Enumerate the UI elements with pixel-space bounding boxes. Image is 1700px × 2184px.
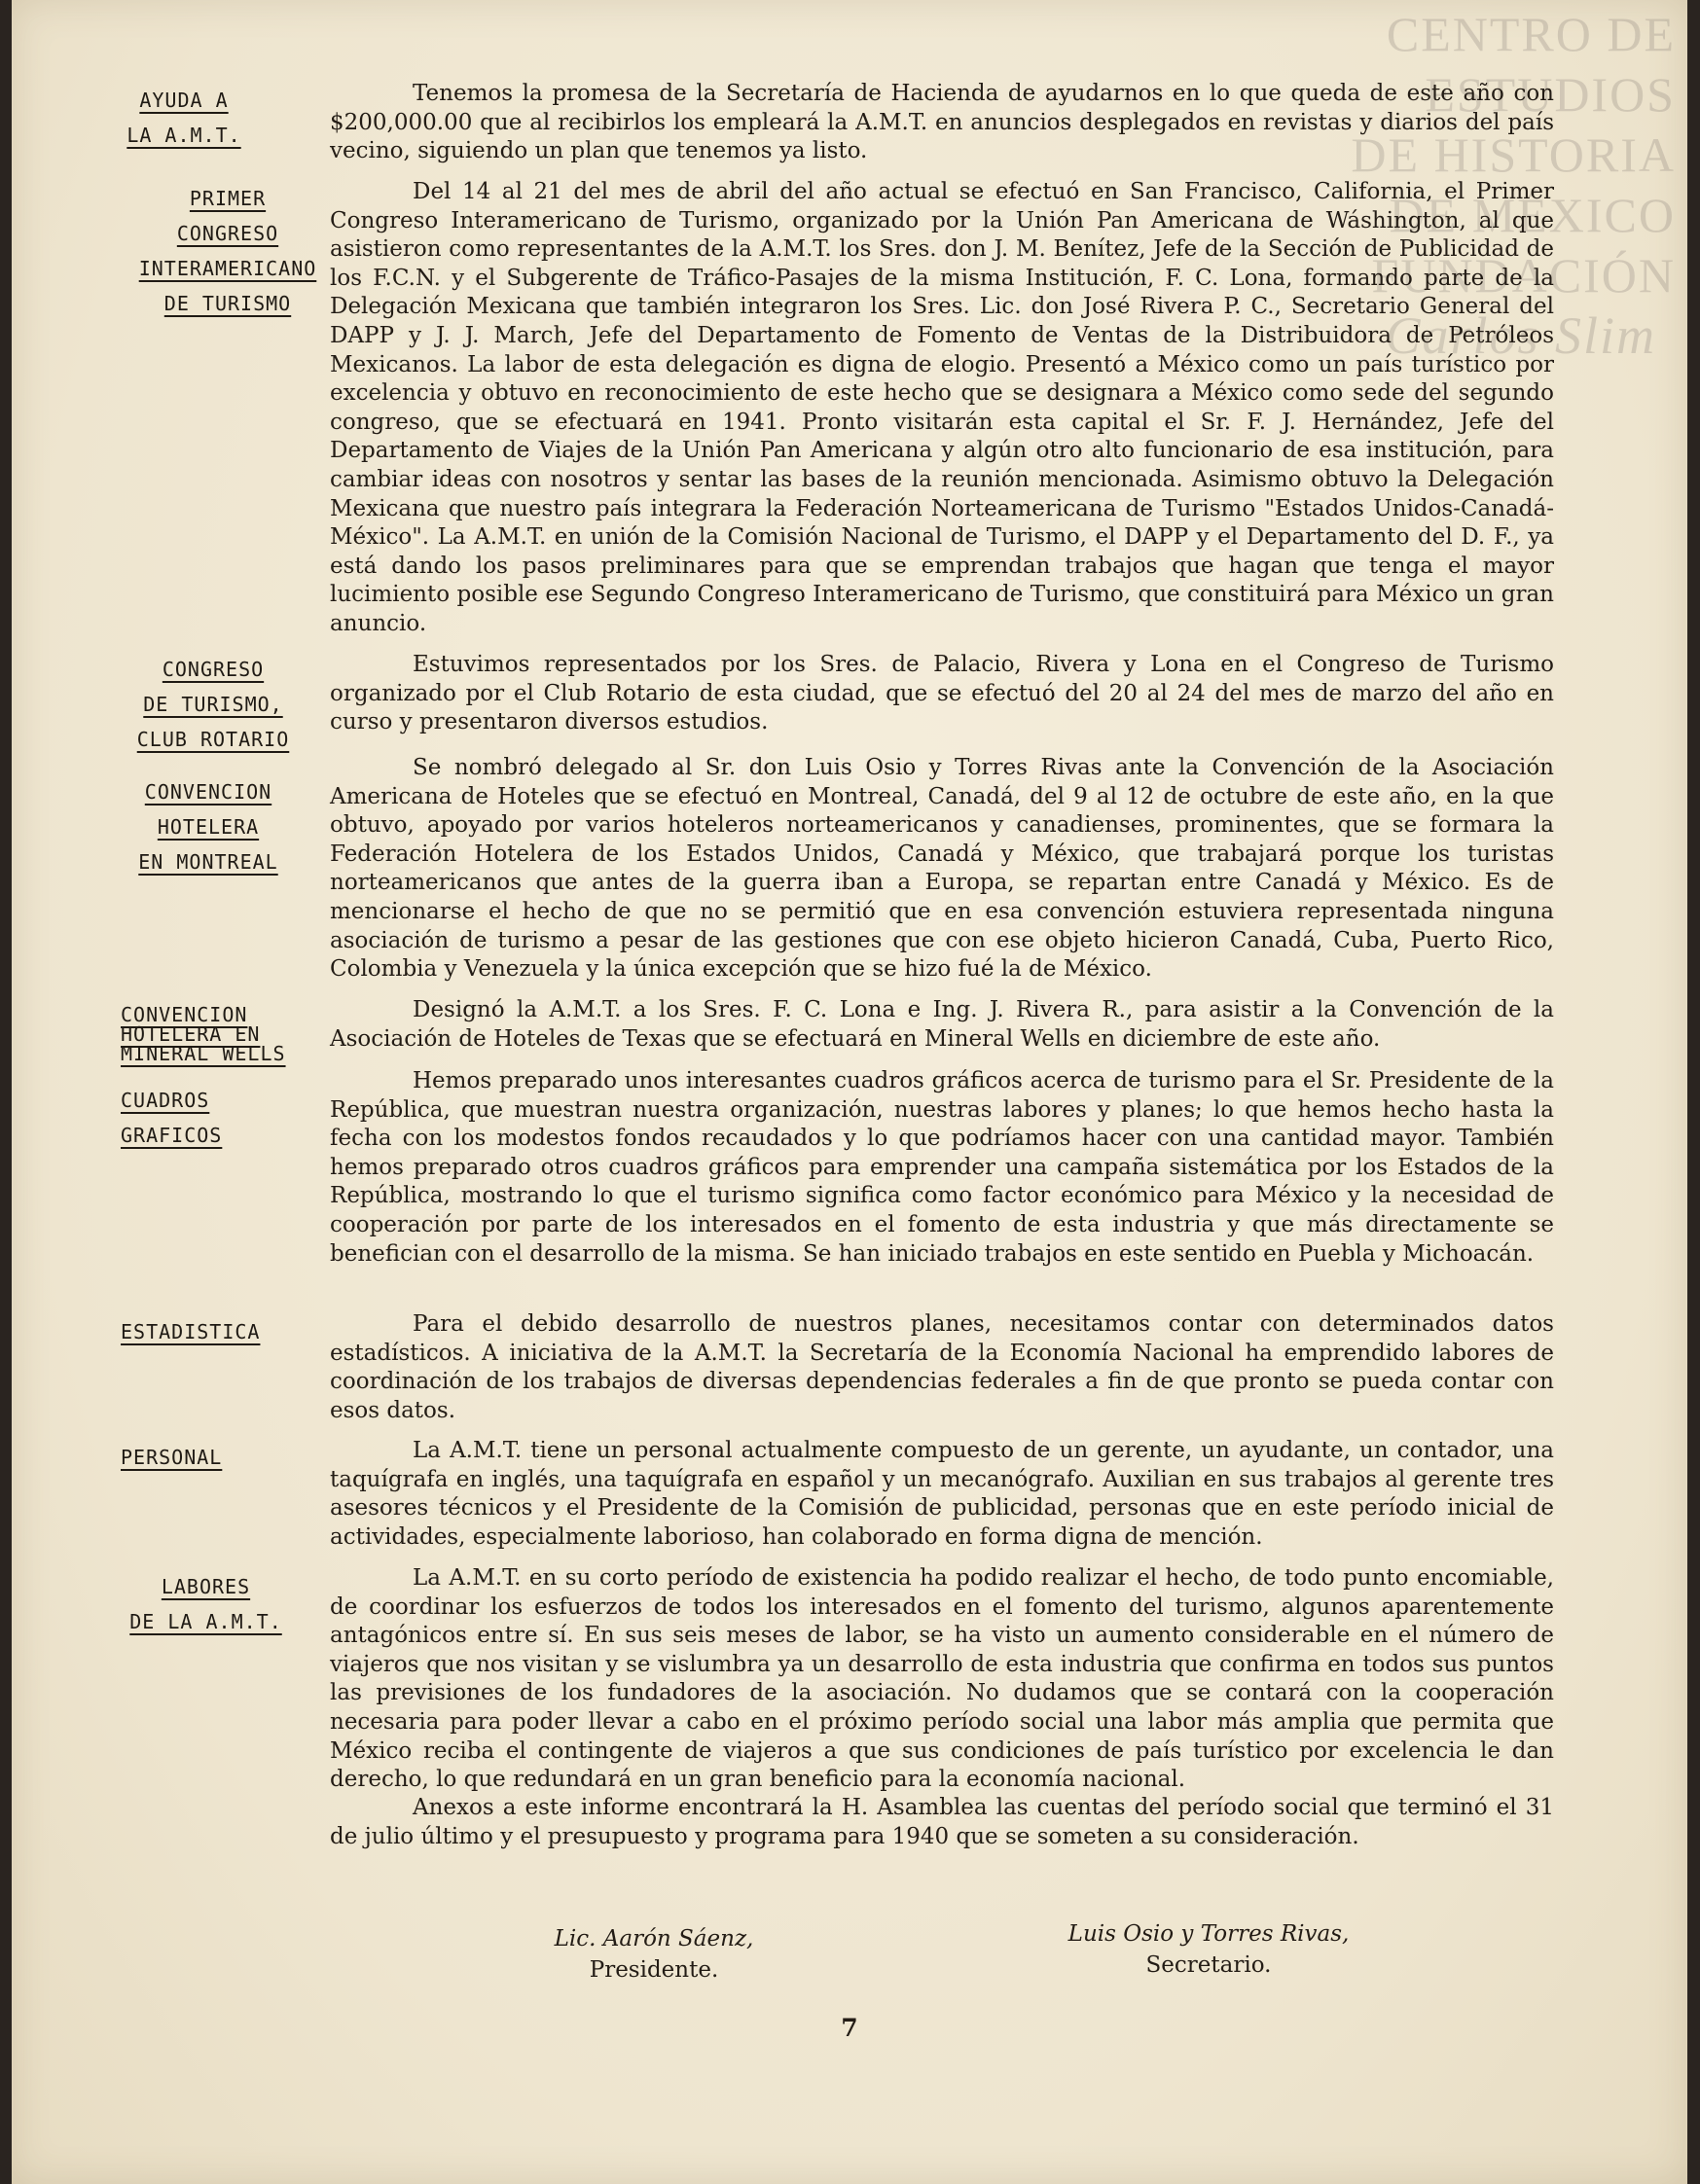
side-heading-estadistica [121, 1320, 296, 1343]
side-heading-mineral-wells [121, 1005, 315, 1063]
signature-role: Secretario. [1145, 1952, 1272, 1978]
watermark-signature: Carlos Slim [1385, 306, 1656, 365]
side-heading-line: LABORES [161, 1575, 251, 1598]
side-heading-line: CLUB ROTARIO [136, 728, 290, 751]
signature-role: Presidente. [589, 1957, 719, 1983]
side-heading-line: HOTELERA EN [121, 1022, 261, 1046]
paragraph-estadistica: Para el debido desarrollo de nuestros planes, necesitamos contar con determinados datos estadísticos. A iniciativa de la A.M.T. la Secretaría de la Economía Nacional ha emprendido labores de coordinación de los trabajos de diversas dependencias federales a fin de que pronto se pueda contar con esos datos. [330, 1311, 1554, 1423]
watermark-line: ESTUDIOS [1425, 67, 1676, 122]
paragraph-montreal: Se nombró delegado al Sr. don Luis Osio y Torres Rivas ante la Convención de la Asociación Americana de Hoteles que se efectuó en Montreal, Canadá, del 9 al 12 de octubre de este año, en la que obtuvo, apoyado por varios hoteleros norteamericanos y canadienses, prominentes, que se formara la Federación Hotelera de los Estados Unidos, Canadá y México, que trabajará porque los turistas norteamericanos que antes de la guerra iban a Europa, se repartan entre Canadá y México. Es de mencionarse el hecho de que no se permitió que en esa convención estuviera representada ninguna asociación de turismo a pesar de las gestiones que con ese objeto hicieron Canadá, Cuba, Puerto Rico, Colombia y Venezuela y la única excepción que se hizo fué la de México. [330, 755, 1554, 983]
side-heading-line: GRAFICOS [121, 1124, 223, 1147]
side-heading-line: EN MONTREAL [138, 850, 278, 874]
side-heading-line: CONGRESO [162, 658, 265, 681]
paragraph-mineral-wells: Designó la A.M.T. a los Sres. F. C. Lona e Ing. J. Rivera R., para asistir a la Convención de la Asociación de Hoteles de Texas que se efectuará en Mineral Wells en diciembre de este año. [330, 997, 1554, 1052]
watermark-line: DE HISTORIA [1351, 127, 1676, 182]
paragraph-cuadros: Hemos preparado unos interesantes cuadros gráficos acerca de turismo para el Sr. Presidente de la República, que muestran nuestra organización, nuestras labores y planes; lo que hemos hecho hasta la fecha con los modestos fondos recaudados y lo que podríamos hacer con una cantidad mayor. También hemos preparado otros cuadros gráficos para emprender una campaña sistemática por los Estados de la República, mostrando lo que el turismo significa como factor económico para México y la necesidad de cooperación por parte de los interesados en el fomento de esta industria y que más directamente se benefician con el desarrollo de la misma. Se han iniciado trabajos en este sentido en Puebla y Michoacán. [330, 1068, 1554, 1267]
document-page [12, 0, 1687, 2184]
side-heading-line: PERSONAL [121, 1446, 223, 1469]
side-heading-line: INTERAMERICANO [138, 257, 317, 280]
side-heading-line: CONGRESO [176, 222, 279, 245]
side-heading-club-rotario [121, 652, 306, 757]
side-heading-line: LA A.M.T. [127, 124, 241, 147]
paragraph-labores: La A.M.T. en su corto período de existencia ha podido realizar el hecho, de todo punto encomiable, de coordinar los esfuerzos de todos los interesados en el fomento del turismo, algunos aparentemente antagónicos entre sí. En sus seis meses de labor, se ha visto un aumento considerable en el número de viajeros que nos visitan y se vislumbra ya un desarrollo de esta industria que confirma en todos sus puntos las previsiones de los fundadores de la asociación. No dudamos que se contará con la cooperación necesaria para poder llevar a cabo en el próximo período social una labor más amplia que permita que México reciba el contingente de viajeros a que sus condiciones de país turístico por excelencia le dan derecho, lo que redundará en un gran beneficio para la economía nacional. [330, 1565, 1554, 1793]
signature-name: Luis Osio y Torres Rivas, [1067, 1921, 1350, 1947]
side-heading-line: DE TURISMO, [143, 693, 283, 716]
page-number: 7 [841, 2014, 858, 2042]
paragraph-personal: La A.M.T. tiene un personal actualmente compuesto de un gerente, un ayudante, un contador, una taquígrafa en inglés, una taquígrafa en español y un mecanógrafo. Auxilian en sus trabajos al gerente tres asesores técnicos y el Presidente de la Comisión de publicidad, personas que en este período inicial de actividades, especialmente laborioso, han colaborado en forma digna de mención. [330, 1438, 1554, 1550]
side-heading-cuadros [121, 1083, 276, 1153]
side-heading-labores [121, 1569, 291, 1639]
side-heading-line: HOTELERA [157, 815, 260, 839]
signature-secretario [1043, 1918, 1374, 1981]
paragraph-ayuda: Tenemos la promesa de la Secretaría de Hacienda de ayudarnos en lo que queda de este año con $200,000.00 que al recibirlos los empleará la A.M.T. en anuncios desplegados en revistas y diarios del país vecino, siguiendo un plan que tenemos ya listo. [330, 81, 1554, 164]
signature-name: Lic. Aarón Sáenz, [554, 1926, 754, 1951]
side-heading-line: CONVENCION [121, 1003, 248, 1026]
side-heading-ayuda [121, 83, 247, 153]
side-heading-line: ESTADISTICA [121, 1320, 261, 1343]
signature-presidente [508, 1923, 800, 1986]
side-heading-line: DE TURISMO [163, 292, 292, 315]
watermark-line: CENTRO DE [1386, 7, 1676, 61]
side-heading-primer-congreso [121, 181, 335, 321]
side-heading-line: PRIMER [189, 187, 267, 210]
paragraph-anexos: Anexos a este informe encontrará la H. Asamblea las cuentas del período social que terminó el 31 de julio último y el presupuesto y programa para 1940 que se someten a su consideración. [330, 1795, 1554, 1849]
side-heading-personal [121, 1446, 296, 1469]
watermark-line: DE MÉXICO [1389, 188, 1676, 242]
side-heading-montreal [121, 774, 296, 879]
paragraph-club-rotario: Estuvimos representados por los Sres. de Palacio, Rivera y Lona en el Congreso de Turismo organizado por el Club Rotario de esta ciudad, que se efectuó del 20 al 24 del mes de marzo del año en curso y presentaron diversos estudios. [330, 652, 1554, 735]
paragraph-primer-congreso: Del 14 al 21 del mes de abril del año actual se efectuó en San Francisco, California, el Primer Congreso Interamericano de Turismo, organizado por la Unión Pan Americana de Wáshington, al que asistieron como representantes de la A.M.T. los Sres. don J. M. Benítez, Jefe de la Sección de Publicidad de los F.C.N. y el Subgerente de Tráfico-Pasajes de la misma Institución, F. C. Lona, formando parte de la Delegación Mexicana que también integraron los Sres. Lic. don José Rivera P. C., Secretario General del DAPP y J. J. March, Jefe del Departamento de Fomento de Ventas de la Distribuidora de Petróleos Mexicanos. La labor de esta delegación es digna de elogio. Presentó a México como un país turístico por excelencia y obtuvo en reconocimiento de este hecho que se designara a México como sede del segundo congreso, que se efectuará en 1941. Pronto visitarán esta capital el Sr. F. J. Hernández, Jefe del Departamento de Viajes de la Unión Pan Americana y algún otro alto funcionario de esa institución, para cambiar ideas con nosotros y sentar las bases de la reunión mencionada. Asimismo obtuvo la Delegación Mexicana que nuestro país integrara la Federación Norteamericana de Turismo "Estados Unidos-Canadá-México". La A.M.T. en unión de la Comisión Nacional de Turismo, el DAPP y el Departamento del D. F., ya está dando los pasos preliminares para que se emprendan trabajos que hagan que tenga el mayor lucimiento posible ese Segundo Congreso Interamericano de Turismo, que constituirá para México un gran anuncio. [330, 179, 1554, 636]
side-heading-line: CONVENCION [144, 780, 272, 804]
side-heading-line: MINERAL WELLS [121, 1042, 286, 1065]
side-heading-line: AYUDA A [139, 89, 229, 112]
side-heading-line: CUADROS [121, 1089, 210, 1112]
side-heading-line: DE LA A.M.T. [129, 1610, 282, 1633]
watermark-line: FUNDACIÓN [1371, 248, 1676, 303]
